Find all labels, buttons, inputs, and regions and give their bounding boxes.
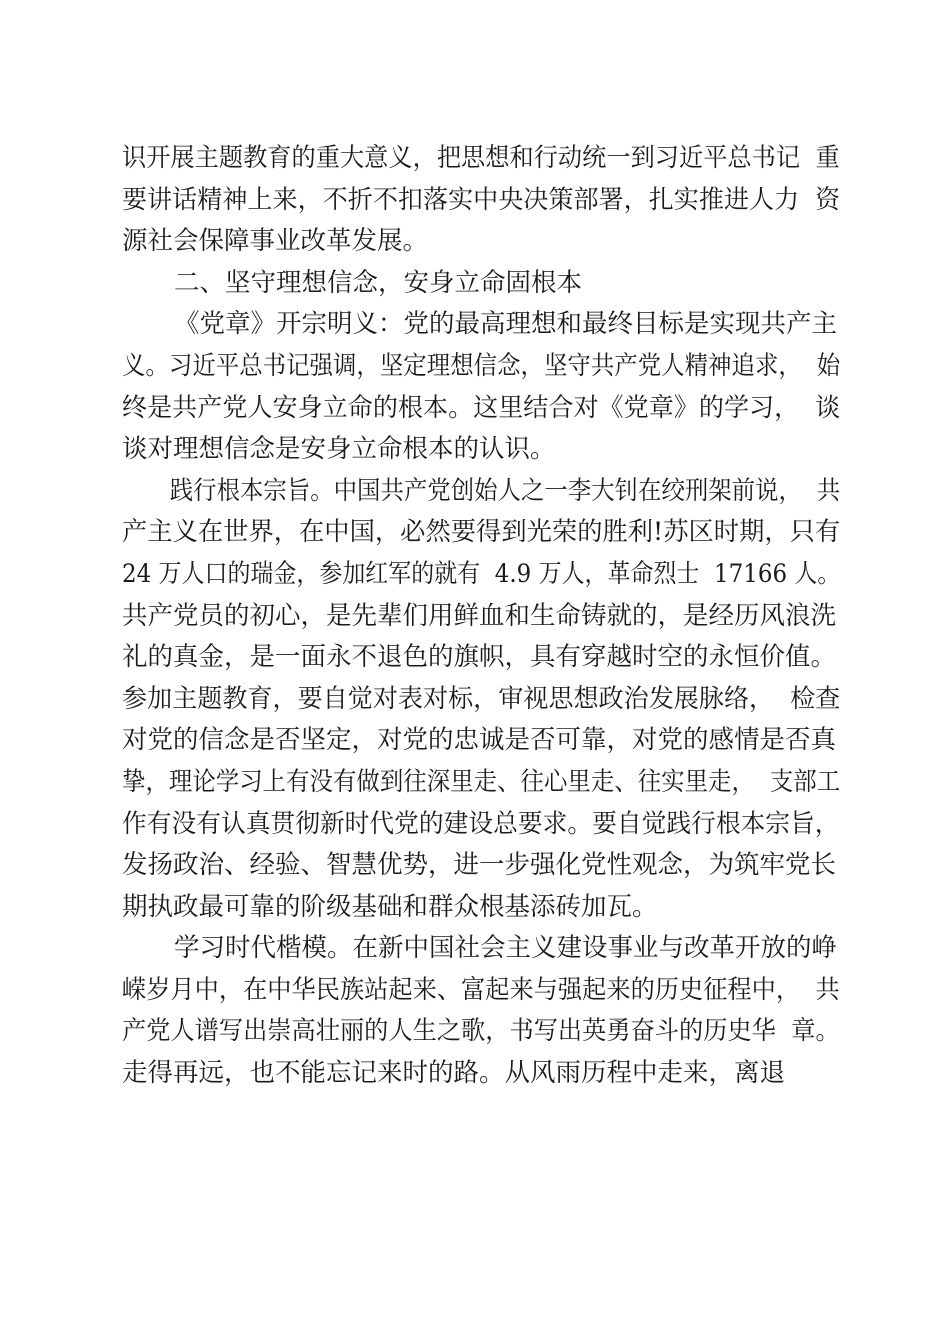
text-line: 挚，理论学习上有没有做到往深里走、往心里走、往实里走， 支部工	[122, 766, 841, 797]
text-line: 走得再远，也不能忘记来时的路。从风雨历程中走来，离退	[122, 1058, 786, 1089]
text-line: 对党的信念是否坚定，对党的忠诚是否可靠，对党的感情是否真	[122, 725, 837, 756]
text-line: 产党人谱写出崇高壮丽的人生之歌，书写出英勇奋斗的历史华 章。	[122, 1016, 840, 1047]
text-line: 共产党员的初心，是先辈们用鲜血和生命铸就的，是经历风浪洗	[122, 600, 837, 631]
text-line: 要讲话精神上来，不折不扣落实中央决策部署，扎实推进人力 资	[122, 184, 841, 215]
document-body	[122, 138, 842, 1095]
text-line: 二、坚守理想信念，安身立命固根本	[174, 267, 583, 298]
text-line: 产主义在世界，在中国，必然要得到光荣的胜利!苏区时期，只有	[122, 517, 841, 548]
text-line: 24 万人口的瑞金，参加红军的就有 4.9 万人，革命烈士 17166 人。	[122, 558, 841, 589]
text-line: 发扬政治、经验、智慧优势，进一步强化党性观念，为筑牢党长	[122, 850, 837, 881]
text-line: 识开展主题教育的重大意义，把思想和行动统一到习近平总书记 重	[122, 143, 840, 173]
text-line: 作有没有认真贯彻新时代党的建设总要求。要自觉践行根本宗旨，	[122, 808, 840, 839]
text-line: 《党章》开宗明义：党的最高理想和最终目标是实现共产主	[174, 309, 838, 340]
text-line: 践行根本宗旨。中国共产党创始人之一李大钊在绞刑架前说， 共	[169, 475, 841, 506]
text-line: 终是共产党人安身立命的根本。这里结合对《党章》的学习， 谈	[122, 392, 841, 423]
text-line: 谈对理想信念是安身立命根本的认识。	[122, 434, 556, 465]
text-line: 期执政最可靠的阶级基础和群众根基添砖加瓦。	[122, 891, 658, 922]
text-line: 礼的真金，是一面永不退色的旗帜，具有穿越时空的永恒价值。	[122, 642, 837, 673]
text-line: 参加主题教育，要自觉对表对标，审视思想政治发展脉络， 检查	[122, 683, 841, 714]
text-line: 学习时代楷模。在新中国社会主义建设事业与改革开放的峥	[174, 933, 838, 964]
text-line: 源社会保障事业改革发展。	[122, 226, 429, 257]
text-line: 义。习近平总书记强调，坚定理想信念，坚守共产党人精神追求， 始	[122, 350, 841, 381]
text-line: 嵘岁月中，在中华民族站起来、富起来与强起来的历史征程中， 共	[122, 974, 840, 1005]
